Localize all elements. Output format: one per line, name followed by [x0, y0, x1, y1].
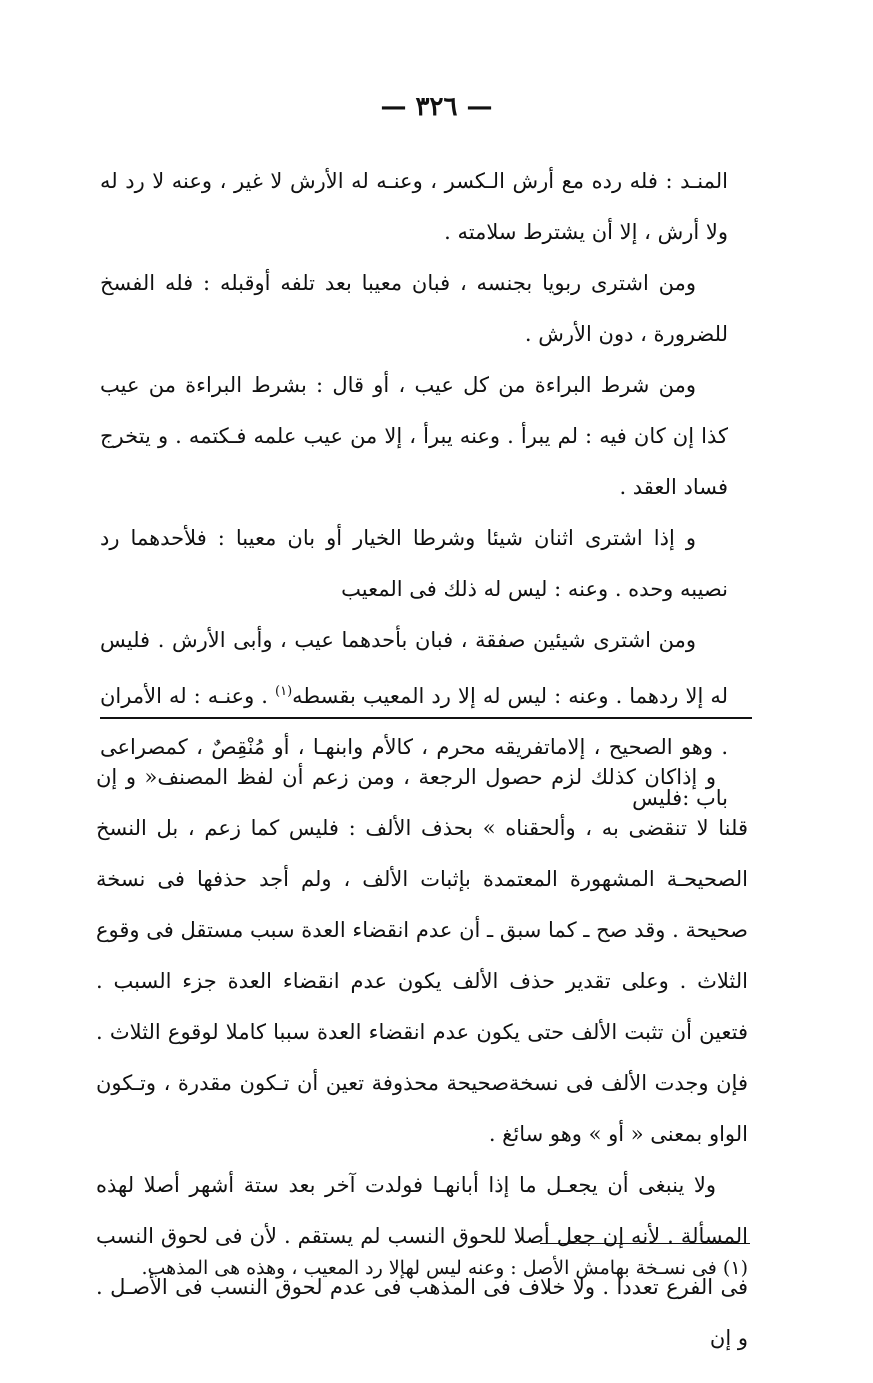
- commentary-paragraph-2: ولا ينبغى أن يجعـل ما إذا أبانهـا فولدت آخر بعد ستة أشهر أصلا لهذه المسألة . لأنه إن جعل أصلا للحوق النسب لم يستقم . لأن فى لحوق النسب فى الفرع تعددا . ولا خلاف فى المذهب فى عدم لحوق النسب فى الأصـل . و إن: [96, 1173, 748, 1350]
- main-paragraph-3: ومن شرط البراءة من كل عيب ، أو قال : بشرط البراءة من عيب كذا إن كان فيه : لم يبرأ . وعنه يبرأ ، إلا من عيب علمه فـكتمه . و يتخرج فساد العقد .: [100, 373, 728, 499]
- main-paragraph-5-before: ومن اشترى شيئين صفقة ، فبان بأحدهما عيب ، وأبى الأرش . فليس له إلا ردهما . وعنه : ليس له إلا رد المعيب بقسطه: [100, 628, 728, 708]
- main-paragraph-4: و إذا اشترى اثنان شيئا وشرطا الخيار أو بان معيبا : فلأحدهما رد نصيبه وحده . وعنه : ليس له ذلك فى المعيب: [100, 526, 728, 601]
- footnote-reference-mark[interactable]: (١): [275, 684, 293, 699]
- footnote-divider: [540, 1243, 750, 1244]
- main-paragraph-2: ومن اشترى ربويا بجنسه ، فبان معيبا بعد تلفه أوقبله : فله الفسخ للضرورة ، دون الأرش .: [100, 271, 728, 346]
- footnote: (١) فى نسـخة بهامش الأصل : وعنه ليس لهإلا رد المعيب ، وهذه هى المذهب.: [141, 1257, 748, 1279]
- page-number: — ٣٢٦ —: [380, 92, 493, 122]
- main-text: [100, 156, 728, 824]
- section-divider: [100, 717, 752, 719]
- main-paragraph-5-after: . وعنـه : له الأمران . وهو الصحيح ، إلاماتفريقه محرم ، كالأم وابنهـا ، أو مُنْقِصٌ ، كمصراعى باب :فليس: [100, 684, 728, 810]
- main-paragraph-1: المنـد : فله رده مع أرش الـكسر ، وعنـه له الأرش لا غير ، وعنه لا رد له ولا أرش ، إلا أن يشترط سلامته .: [100, 169, 728, 244]
- commentary-paragraph-1: و إذاكان كذلك لزم حصول الرجعة ، ومن زعم أن لفظ المصنف« و إن قلنا لا تنقضى به ، وألحقناه » بحذف الألف : فليس كما زعم ، بل النسخ الصحيحـة المشهورة المعتمدة بإثبات الألف ، ولم أجد حذفها فى نسخة صحيحة . وقد صح ـ كما سبق ـ أن عدم انقضاء العدة سبب مستقل فى وقوع الثلاث . وعلى تقدير حذف الألف يكون عدم انقضاء العدة جزء السبب . فتعين أن تثبت الألف حتى يكون عدم انقضاء العدة سببا كاملا لوقوع الثلاث . فإن وجدت الألف فى نسخةصحيحة محذوفة تعين أن تـكون مقدرة ، وتـكون الواو بمعنى « أو » وهو سائغ .: [96, 765, 748, 1146]
